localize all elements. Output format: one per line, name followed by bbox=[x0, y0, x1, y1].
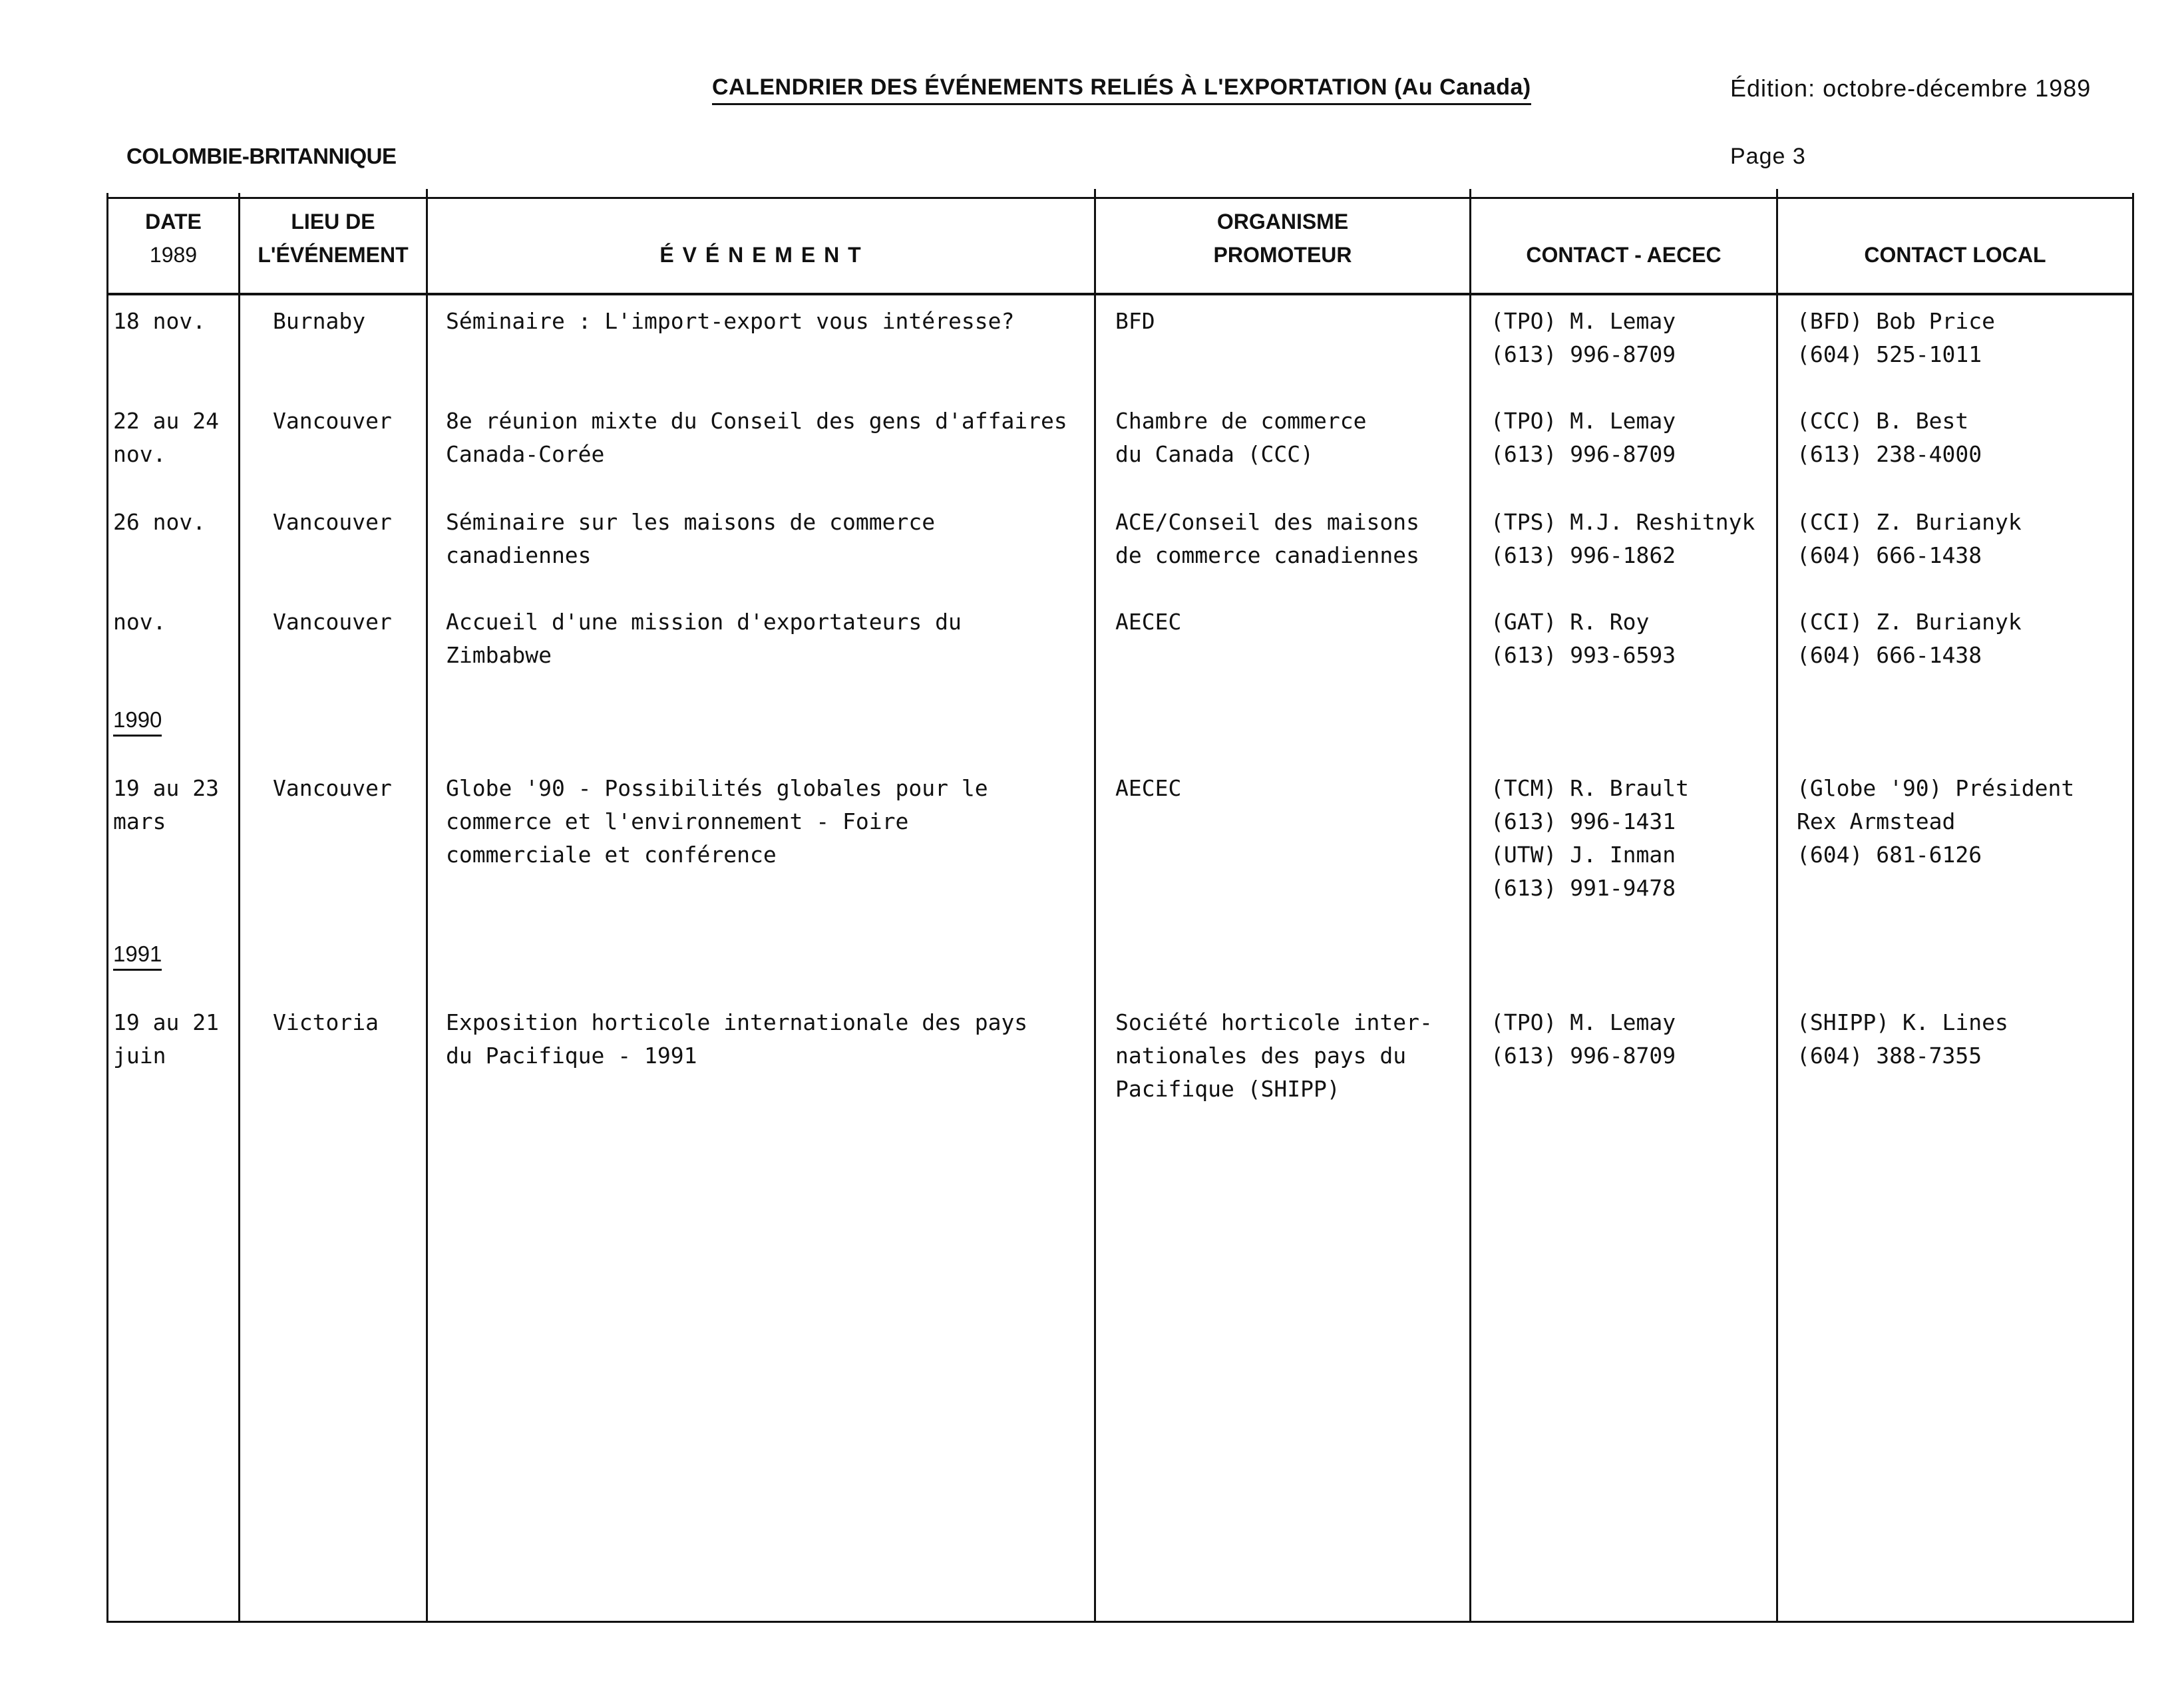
contact-line: (613) 238-4000 bbox=[1797, 441, 1982, 467]
column-border bbox=[1094, 189, 1096, 1623]
table-row bbox=[113, 605, 166, 639]
cell-contact-local bbox=[1797, 405, 1982, 471]
document-title: CALENDRIER DES ÉVÉNEMENTS RELIÉS À L'EXPORTATION (Au Canada) bbox=[712, 75, 1531, 105]
cell-date: 19 au 23 bbox=[113, 775, 219, 801]
contact-line: (604) 666-1438 bbox=[1797, 642, 1982, 668]
page-number: Page 3 bbox=[1730, 144, 1806, 169]
contact-line: (604) 666-1438 bbox=[1797, 542, 1982, 568]
header-lieu-line2: L'ÉVÉNEMENT bbox=[258, 243, 409, 267]
contact-line: (TPO) M. Lemay bbox=[1491, 308, 1676, 334]
cell-evenement bbox=[446, 305, 1014, 338]
cell-lieu: Vancouver bbox=[273, 775, 392, 801]
evenement-line: Globe '90 - Possibilités globales pour le bbox=[446, 775, 988, 801]
cell-contact-local bbox=[1797, 605, 2022, 672]
table-row bbox=[113, 772, 219, 838]
column-border bbox=[2132, 193, 2134, 1623]
organisme-line: AECEC bbox=[1115, 609, 1182, 635]
cell-evenement bbox=[446, 772, 988, 872]
header-contact-aecec-label: CONTACT - AECEC bbox=[1526, 243, 1722, 267]
header-date bbox=[108, 205, 238, 271]
cell-contact-aecec bbox=[1491, 305, 1676, 371]
contact-line: (Globe '90) Président bbox=[1797, 775, 2075, 801]
cell-date: 26 nov. bbox=[113, 509, 206, 535]
cell-contact-local bbox=[1797, 772, 2074, 872]
cell-contact-aecec bbox=[1491, 605, 1676, 672]
region-heading: COLOMBIE-BRITANNIQUE bbox=[126, 144, 397, 168]
contact-line: (613) 991-9478 bbox=[1491, 875, 1676, 901]
contact-line: (CCC) B. Best bbox=[1797, 408, 1969, 434]
contact-line: (613) 996-1431 bbox=[1491, 808, 1676, 834]
organisme-line: nationales des pays du bbox=[1115, 1043, 1407, 1069]
table-row bbox=[113, 305, 206, 338]
contact-line: (613) 993-6593 bbox=[1491, 642, 1676, 668]
evenement-line: Accueil d'une mission d'exportateurs du bbox=[446, 609, 962, 635]
edition-label: Édition: octobre-décembre 1989 bbox=[1730, 75, 2092, 102]
cell-date: nov. bbox=[113, 441, 166, 467]
contact-line: (604) 525-1011 bbox=[1797, 341, 1982, 367]
cell-organisme bbox=[1115, 605, 1181, 639]
header-lieu-line1: LIEU DE bbox=[291, 210, 375, 234]
table-bottom-border bbox=[106, 1621, 2134, 1623]
evenement-line: Canada-Corée bbox=[446, 441, 605, 467]
evenement-line: Exposition horticole internationale des pays bbox=[446, 1009, 1028, 1035]
evenement-line: du Pacifique - 1991 bbox=[446, 1043, 697, 1069]
header-contact-aecec bbox=[1471, 238, 1776, 271]
cell-contact-aecec bbox=[1491, 772, 1689, 905]
contact-line: Rex Armstead bbox=[1797, 808, 1956, 834]
evenement-line: commerce et l'environnement - Foire bbox=[446, 808, 909, 834]
cell-date: 19 au 21 bbox=[113, 1009, 219, 1035]
header-contact-local bbox=[1778, 238, 2132, 271]
contact-line: (CCI) Z. Burianyk bbox=[1797, 609, 2022, 635]
contact-line: (BFD) Bob Price bbox=[1797, 308, 1996, 334]
cell-organisme bbox=[1115, 405, 1367, 471]
column-border bbox=[1776, 189, 1778, 1623]
header-date-label: DATE bbox=[145, 210, 202, 234]
organisme-line: AECEC bbox=[1115, 775, 1182, 801]
cell-contact-aecec bbox=[1491, 1006, 1676, 1073]
cell-date: juin bbox=[113, 1043, 166, 1069]
organisme-line: ACE/Conseil des maisons bbox=[1115, 509, 1419, 535]
cell-contact-aecec bbox=[1491, 405, 1676, 471]
evenement-line: commerciale et conférence bbox=[446, 842, 777, 868]
cell-date: mars bbox=[113, 808, 166, 834]
evenement-line: Zimbabwe bbox=[446, 642, 552, 668]
cell-date: 18 nov. bbox=[113, 308, 206, 334]
cell-date: nov. bbox=[113, 609, 166, 635]
header-contact-local-label: CONTACT LOCAL bbox=[1864, 243, 2046, 267]
table-row bbox=[113, 405, 219, 471]
header-organisme-line2: PROMOTEUR bbox=[1213, 243, 1352, 267]
organisme-line: Chambre de commerce bbox=[1115, 408, 1367, 434]
organisme-line: Société horticole inter- bbox=[1115, 1009, 1433, 1035]
column-border bbox=[1469, 189, 1471, 1623]
contact-line: (613) 996-8709 bbox=[1491, 1043, 1676, 1069]
header-lieu bbox=[240, 205, 426, 271]
cell-lieu: Burnaby bbox=[273, 308, 366, 334]
header-divider bbox=[106, 293, 2134, 295]
header-evenement bbox=[428, 238, 1094, 271]
contact-line: (604) 388-7355 bbox=[1797, 1043, 1982, 1069]
column-border bbox=[238, 193, 240, 1623]
cell-contact-aecec bbox=[1491, 506, 1755, 572]
cell-organisme bbox=[1115, 772, 1181, 805]
cell-organisme bbox=[1115, 506, 1419, 572]
contact-line: (TPO) M. Lemay bbox=[1491, 1009, 1676, 1035]
cell-evenement bbox=[446, 605, 962, 672]
cell-lieu: Vancouver bbox=[273, 408, 392, 434]
cell-date: 22 au 24 bbox=[113, 408, 219, 434]
evenement-line: canadiennes bbox=[446, 542, 592, 568]
cell-contact-local bbox=[1797, 506, 2022, 572]
organisme-line: Pacifique (SHIPP) bbox=[1115, 1076, 1340, 1102]
cell-evenement bbox=[446, 405, 1067, 471]
year-marker: 1991 bbox=[113, 941, 162, 971]
contact-line: (CCI) Z. Burianyk bbox=[1797, 509, 2022, 535]
contact-line: (613) 996-8709 bbox=[1491, 441, 1676, 467]
cell-lieu: Vancouver bbox=[273, 509, 392, 535]
header-evenement-label: É V É N E M E N T bbox=[659, 243, 862, 267]
evenement-line: Séminaire sur les maisons de commerce bbox=[446, 509, 936, 535]
contact-line: (TPO) M. Lemay bbox=[1491, 408, 1676, 434]
contact-line: (TPS) M.J. Reshitnyk bbox=[1491, 509, 1755, 535]
organisme-line: BFD bbox=[1115, 308, 1155, 334]
column-border bbox=[426, 189, 428, 1623]
cell-organisme bbox=[1115, 1006, 1433, 1106]
table-row bbox=[113, 506, 206, 539]
contact-line: (SHIPP) K. Lines bbox=[1797, 1009, 2008, 1035]
contact-line: (GAT) R. Roy bbox=[1491, 609, 1650, 635]
organisme-line: du Canada (CCC) bbox=[1115, 441, 1314, 467]
organisme-line: de commerce canadiennes bbox=[1115, 542, 1419, 568]
cell-contact-local bbox=[1797, 305, 1995, 371]
contact-line: (613) 996-1862 bbox=[1491, 542, 1676, 568]
year-marker: 1990 bbox=[113, 707, 162, 737]
contact-line: (UTW) J. Inman bbox=[1491, 842, 1676, 868]
evenement-line: Séminaire : L'import-export vous intéresse? bbox=[446, 308, 1015, 334]
header-organisme-line1: ORGANISME bbox=[1216, 210, 1349, 234]
contact-line: (613) 996-8709 bbox=[1491, 341, 1676, 367]
cell-contact-local bbox=[1797, 1006, 2008, 1073]
cell-lieu: Victoria bbox=[273, 1009, 379, 1035]
cell-organisme bbox=[1115, 305, 1155, 338]
header-organisme bbox=[1096, 205, 1469, 271]
cell-evenement bbox=[446, 1006, 1027, 1073]
cell-lieu: Vancouver bbox=[273, 609, 392, 635]
header-date-year: 1989 bbox=[149, 243, 198, 267]
column-border bbox=[106, 193, 108, 1623]
table-top-border bbox=[106, 197, 2134, 199]
evenement-line: 8e réunion mixte du Conseil des gens d'affaires bbox=[446, 408, 1067, 434]
cell-evenement bbox=[446, 506, 935, 572]
contact-line: (604) 681-6126 bbox=[1797, 842, 1982, 868]
contact-line: (TCM) R. Brault bbox=[1491, 775, 1690, 801]
table-row bbox=[113, 1006, 219, 1073]
